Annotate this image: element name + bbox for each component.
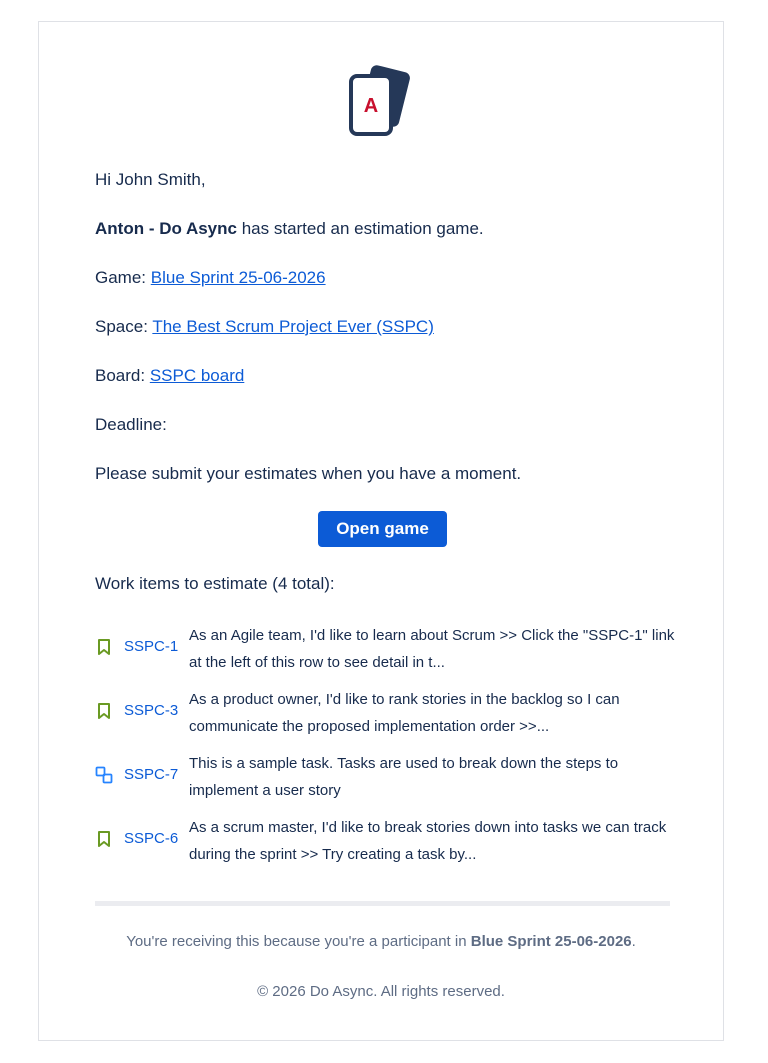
game-label: Game: (95, 268, 151, 287)
footer-suffix: . (631, 933, 636, 950)
deadline-line: Deadline: (95, 415, 167, 434)
task-icon (95, 766, 113, 784)
space-line (95, 316, 434, 338)
bookmark-icon (95, 638, 113, 656)
bookmark-icon (95, 830, 113, 848)
work-item-key[interactable]: SSPC-6 (124, 830, 179, 847)
greeting: Hi John Smith, (95, 170, 206, 189)
bookmark-icon (95, 702, 113, 720)
logo-letter: A (363, 95, 379, 117)
actor-name: Anton - Do Async (95, 219, 237, 238)
divider (95, 901, 670, 906)
copyright: © 2026 Do Async. All rights reserved. (257, 983, 505, 1000)
work-item-summary: As a product owner, I'd like to rank stories in the backlog so I can communicate the proposed implementation order >>... (189, 691, 620, 735)
board-line (95, 365, 244, 387)
board-label: Board: (95, 366, 150, 385)
work-item-key[interactable]: SSPC-7 (124, 766, 179, 783)
items-title: Work items to estimate (4 total): (95, 574, 335, 593)
participation-notice (38, 932, 724, 952)
space-label: Space: (95, 317, 153, 336)
work-item-summary: This is a sample task. Tasks are used to break down the steps to implement a user story (189, 755, 619, 799)
work-item-row (95, 620, 675, 676)
card-deck-logo-icon (345, 64, 417, 138)
request-text: Please submit your estimates when you have a moment. (95, 464, 522, 483)
open-game-button[interactable]: Open game (318, 511, 447, 547)
game-line (95, 267, 326, 289)
footer-prefix: You're receiving this because you're a participant in (126, 933, 471, 950)
work-item-key[interactable]: SSPC-3 (124, 702, 179, 719)
work-item-row (95, 684, 675, 740)
game-link[interactable]: Blue Sprint 25-06-2026 (150, 268, 326, 287)
intro-line (95, 218, 484, 240)
intro-text: has started an estimation game. (236, 219, 484, 238)
work-item-key[interactable]: SSPC-1 (124, 638, 179, 655)
board-link[interactable]: SSPC board (149, 366, 245, 385)
footer-game-name: Blue Sprint 25-06-2026 (470, 933, 632, 950)
work-item-row (95, 812, 675, 868)
work-item-row (95, 748, 675, 804)
work-item-summary: As an Agile team, I'd like to learn about Scrum >> Click the "SSPC-1" link at the left of this row to see detail in t... (189, 627, 675, 671)
work-item-summary: As a scrum master, I'd like to break stories down into tasks we can track during the sprint >> Try creating a task by... (189, 819, 667, 863)
space-link[interactable]: The Best Scrum Project Ever (SSPC) (152, 317, 434, 336)
